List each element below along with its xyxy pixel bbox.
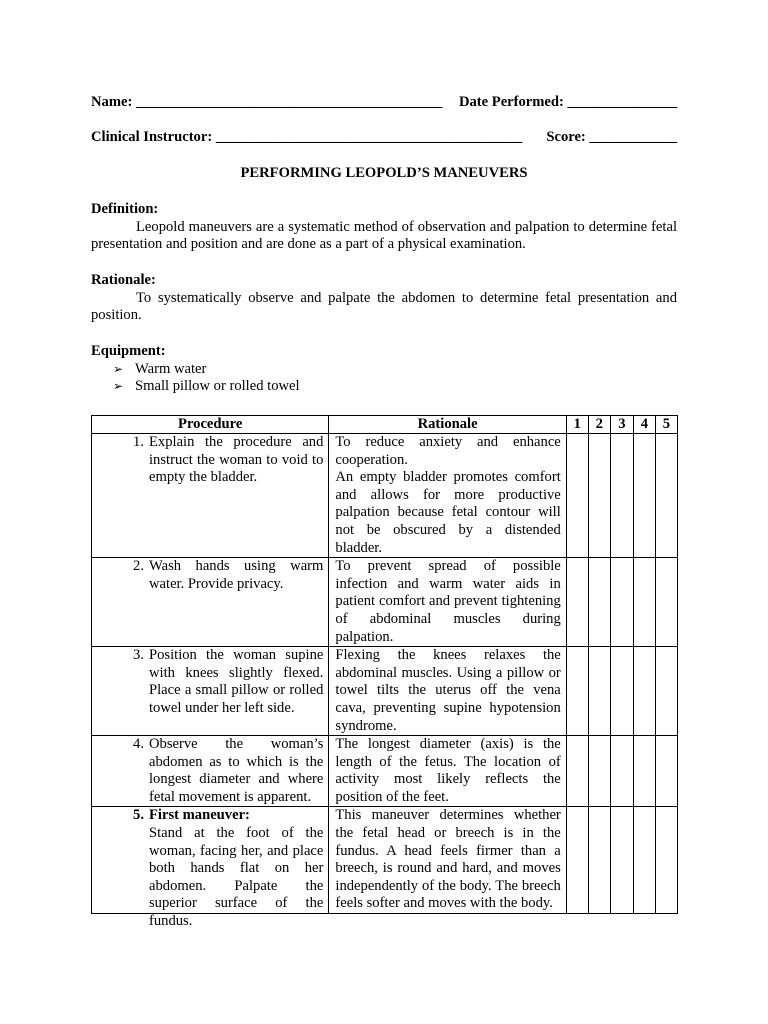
- procedure-text: Observe the woman’s abdomen as to which is the longest diameter and where fetal movement is apparent.: [149, 736, 324, 805]
- score-cell-2[interactable]: [588, 434, 610, 558]
- score-cell-2[interactable]: [588, 647, 610, 736]
- column-header-score-5: 5: [655, 416, 677, 434]
- definition-heading: Definition:: [91, 201, 159, 217]
- score-cell-4[interactable]: [633, 558, 655, 647]
- column-header-score-1: 1: [566, 416, 588, 434]
- score-cell-5[interactable]: [655, 736, 677, 807]
- step-number: 4.: [133, 736, 144, 753]
- score-cell-5[interactable]: [655, 558, 677, 647]
- score-cell-2[interactable]: [588, 807, 610, 914]
- arrow-bullet-icon: ➢: [113, 361, 124, 376]
- rationale-cell: [329, 807, 566, 914]
- rationale-text: An empty bladder promotes comfort and allows for more productive palpation because fetal contour will not be obscured by a distended bladder.: [335, 469, 561, 556]
- score-cell-4[interactable]: [633, 807, 655, 914]
- step-number: 1.: [133, 434, 144, 450]
- date-performed-field[interactable]: Date Performed: _______________: [458, 94, 677, 110]
- column-header-score-2: 2: [588, 416, 610, 434]
- score-cell-2[interactable]: [588, 736, 610, 807]
- rationale-cell: [329, 736, 566, 807]
- rationale-cell: [329, 647, 566, 736]
- score-cell-1[interactable]: [566, 434, 588, 558]
- clinical-instructor-field[interactable]: Clinical Instructor: __________________________________________: [91, 129, 523, 145]
- score-cell-3[interactable]: [610, 434, 633, 558]
- procedure-table: [91, 415, 678, 930]
- score-cell-3[interactable]: [610, 807, 633, 914]
- score-cell-3[interactable]: [610, 558, 633, 647]
- table-row: [92, 736, 678, 807]
- score-cell-3[interactable]: [610, 647, 633, 736]
- score-cell-3[interactable]: [610, 736, 633, 807]
- list-item: [113, 361, 677, 379]
- table-row: [92, 807, 678, 914]
- rationale-section: [91, 272, 677, 325]
- arrow-bullet-icon: ➢: [113, 379, 124, 394]
- column-header-score-4: 4: [633, 416, 655, 434]
- procedure-text: Position the woman supine with knees slightly flexed. Place a small pillow or rolled towel under her left side.: [149, 647, 324, 716]
- page-title: PERFORMING LEOPOLD’S MANEUVERS: [240, 165, 528, 181]
- procedure-cell: [92, 434, 329, 558]
- score-cell-4[interactable]: [633, 736, 655, 807]
- rationale-text: The longest diameter (axis) is the length of the fetus. The location of activity most likely reflects the position of the feet.: [335, 736, 561, 805]
- score-cell-5[interactable]: [655, 807, 677, 914]
- rationale-heading: Rationale:: [91, 272, 156, 288]
- procedure-text: Stand at the foot of the woman, facing her, and place both hands flat on her abdomen. Palpate the superior surface of the fundus.: [149, 825, 324, 930]
- step-number: 2.: [133, 558, 144, 575]
- equipment-item-pillow: Small pillow or rolled towel: [135, 378, 300, 395]
- name-field[interactable]: Name: __________________________________________: [91, 94, 443, 110]
- rationale-text: Flexing the knees relaxes the abdominal muscles. Using a pillow or towel tilts the uterus off the vena cava, preventing supine hypotension syndrome.: [335, 647, 561, 734]
- equipment-item-warm-water: Warm water: [135, 360, 207, 377]
- step-number: 5.: [133, 807, 144, 824]
- rationale-cell: [329, 434, 566, 558]
- score-cell-1[interactable]: [566, 736, 588, 807]
- score-cell-5[interactable]: [655, 434, 677, 558]
- rationale-cell: [329, 558, 566, 647]
- rationale-text: To reduce anxiety and enhance cooperation.: [335, 434, 561, 468]
- score-field[interactable]: Score: ____________: [546, 129, 677, 145]
- score-cell-1[interactable]: [566, 558, 588, 647]
- equipment-list: [91, 361, 677, 396]
- procedure-cell: [92, 558, 329, 647]
- instructor-score-line: [91, 129, 677, 147]
- score-cell-5[interactable]: [655, 647, 677, 736]
- column-header-rationale: Rationale: [329, 416, 566, 434]
- table-row: [92, 558, 678, 647]
- rationale-text: This maneuver determines whether the fetal head or breech is in the fundus. A head feels firmer than a breech, is round and hard, and moves independently of the body. The breech feels softer and moves with the body.: [335, 807, 561, 912]
- score-cell-1[interactable]: [566, 807, 588, 914]
- definition-section: [91, 201, 677, 254]
- procedure-cell: [92, 807, 329, 930]
- step-number: 3.: [133, 647, 144, 664]
- score-cell-4[interactable]: [633, 434, 655, 558]
- equipment-heading: Equipment:: [91, 343, 166, 359]
- procedure-cell: [92, 647, 329, 736]
- procedure-cell: [92, 736, 329, 807]
- name-date-line: [91, 94, 677, 112]
- table-row: [92, 434, 678, 558]
- score-cell-4[interactable]: [633, 647, 655, 736]
- column-header-procedure: Procedure: [92, 416, 329, 434]
- score-cell-2[interactable]: [588, 558, 610, 647]
- rationale-text: To prevent spread of possible infection and warm water aids in patient comfort and prevent tightening of abdominal muscles during palpation.: [335, 558, 561, 645]
- equipment-section: [91, 343, 677, 396]
- procedure-text: Explain the procedure and instruct the woman to void to empty the bladder.: [149, 434, 324, 486]
- score-cell-1[interactable]: [566, 647, 588, 736]
- definition-text: Leopold maneuvers are a systematic method of observation and palpation to determine fetal presentation and position and are done as a part of a physical examination.: [91, 218, 677, 253]
- list-item: [113, 378, 677, 396]
- procedure-text: Wash hands using warm water. Provide privacy.: [149, 558, 324, 592]
- maneuver-title: First maneuver:: [149, 807, 250, 824]
- table-header-row: [92, 416, 678, 434]
- rationale-text: To systematically observe and palpate the abdomen to determine fetal presentation and position.: [91, 289, 677, 324]
- table-row: [92, 647, 678, 736]
- column-header-score-3: 3: [610, 416, 633, 434]
